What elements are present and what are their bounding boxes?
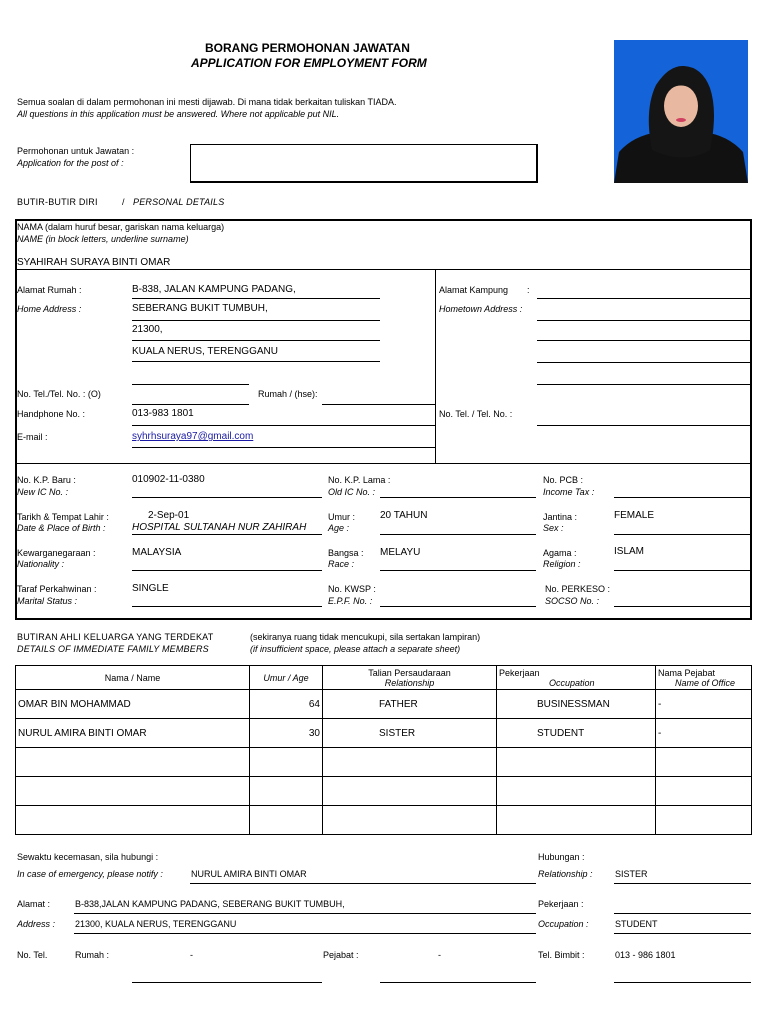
family-occupation-cell — [497, 777, 656, 806]
home-address-label-malay: Alamat Rumah : — [17, 285, 82, 295]
home-address-label-english: Home Address : — [17, 304, 82, 314]
col-header-office: Nama Pejabat Name of Office — [656, 666, 752, 690]
pob-value: HOSPITAL SULTANAH NUR ZAHIRAH — [132, 522, 307, 533]
emergency-mobile-value: 013 - 986 1801 — [615, 950, 676, 960]
family-note-malay: (sekiranya ruang tidak mencukupi, sila sertakan lampiran) — [250, 632, 481, 642]
name-label-english: NAME (in block letters, underline surname) — [17, 234, 189, 244]
race-value: MELAYU — [380, 547, 421, 558]
socso-label-malay: No. PERKESO : — [545, 584, 611, 594]
applicant-photo — [614, 40, 748, 183]
family-relationship-cell — [323, 806, 497, 835]
sex-label-malay: Jantina : — [543, 512, 578, 522]
home-address-line-3: 21300, — [132, 324, 163, 335]
family-name-cell: OMAR BIN MOHAMMAD — [16, 690, 250, 719]
emergency-address-label-english: Address : — [17, 919, 56, 929]
family-age-cell — [250, 777, 323, 806]
col-header-name: Nama / Name — [16, 666, 250, 690]
family-office-cell — [656, 777, 752, 806]
handphone-label: Handphone No. : — [17, 409, 86, 419]
marital-value: SINGLE — [132, 583, 169, 594]
nationality-value: MALAYSIA — [132, 547, 182, 558]
marital-label-english: Marital Status : — [17, 596, 78, 606]
family-occupation-cell — [497, 806, 656, 835]
personal-section-malay: BUTIR-BUTIR DIRI — [17, 197, 98, 207]
applicant-name: SYAHIRAH SURAYA BINTI OMAR — [17, 257, 171, 268]
family-office-cell: - — [656, 690, 752, 719]
title-english: APPLICATION FOR EMPLOYMENT FORM — [191, 56, 427, 70]
old-ic-label-malay: No. K.P. Lama : — [328, 475, 391, 485]
sex-value: FEMALE — [614, 510, 655, 521]
house-tel-label: Rumah / (hse): — [258, 389, 318, 399]
emergency-name: NURUL AMIRA BINTI OMAR — [191, 869, 307, 879]
post-label-malay: Permohonan untuk Jawatan : — [17, 146, 135, 156]
col-header-age: Umur / Age — [250, 666, 323, 690]
family-age-cell — [250, 748, 323, 777]
title-malay: BORANG PERMOHONAN JAWATAN — [205, 41, 410, 55]
hometown-address-colon: : — [527, 285, 530, 295]
family-name-cell — [16, 777, 250, 806]
emergency-house-label: Rumah : — [75, 950, 110, 960]
table-row — [16, 777, 752, 806]
table-row — [16, 748, 752, 777]
emergency-office-value: - — [438, 950, 441, 960]
email-link[interactable]: syhrhsuraya97@gmail.com — [132, 431, 254, 442]
family-office-cell — [656, 748, 752, 777]
table-row — [16, 806, 752, 835]
emergency-occupation-value: STUDENT — [615, 919, 658, 929]
emergency-house-value: - — [190, 950, 193, 960]
family-table — [15, 665, 752, 835]
nationality-label-malay: Kewarganegaraan : — [17, 548, 96, 558]
family-name-cell: NURUL AMIRA BINTI OMAR — [16, 719, 250, 748]
table-row — [16, 690, 752, 719]
family-name-cell — [16, 806, 250, 835]
marital-label-malay: Taraf Perkahwinan : — [17, 584, 97, 594]
post-label-english: Application for the post of : — [17, 158, 124, 168]
age-label-malay: Umur : — [328, 512, 355, 522]
emergency-mobile-label: Tel. Bimbit : — [538, 950, 585, 960]
age-value: 20 TAHUN — [380, 510, 428, 521]
new-ic-label-malay: No. K.P. Baru : — [17, 475, 76, 485]
socso-label-english: SOCSO No. : — [545, 596, 600, 606]
family-occupation-cell — [497, 748, 656, 777]
emergency-address-line-2: 21300, KUALA NERUS, TERENGGANU — [75, 919, 237, 929]
emergency-occupation-label-malay: Pekerjaan : — [538, 899, 584, 909]
family-note-english: (if insufficient space, please attach a separate sheet) — [250, 644, 461, 654]
family-relationship-cell: FATHER — [323, 690, 497, 719]
emergency-tel-label: No. Tel. — [17, 950, 48, 960]
emergency-label-english: In case of emergency, please notify : — [17, 869, 163, 879]
nationality-label-english: Nationality : — [17, 559, 65, 569]
family-relationship-cell — [323, 748, 497, 777]
hometown-address-label-malay: Alamat Kampung — [439, 285, 509, 295]
pcb-label-malay: No. PCB : — [543, 475, 584, 485]
home-address-line-1: B-838, JALAN KAMPUNG PADANG, — [132, 284, 296, 295]
col-header-occupation: Pekerjaan Occupation — [497, 666, 656, 690]
religion-value: ISLAM — [614, 546, 645, 557]
dob-label-malay: Tarikh & Tempat Lahir : — [17, 512, 109, 522]
home-address-line-2: SEBERANG BUKIT TUMBUH, — [132, 303, 268, 314]
emergency-office-label: Pejabat : — [323, 950, 359, 960]
race-label-malay: Bangsa : — [328, 548, 364, 558]
family-name-cell — [16, 748, 250, 777]
family-relationship-cell: SISTER — [323, 719, 497, 748]
race-label-english: Race : — [328, 559, 355, 569]
home-address-line-4: KUALA NERUS, TERENGGANU — [132, 346, 278, 357]
post-input[interactable] — [190, 144, 538, 183]
sex-label-english: Sex : — [543, 523, 564, 533]
family-section-malay: BUTIRAN AHLI KELUARGA YANG TERDEKAT — [17, 632, 214, 642]
emergency-occupation-label-english: Occupation : — [538, 919, 589, 929]
family-age-cell: 30 — [250, 719, 323, 748]
personal-section-separator: / — [122, 197, 125, 207]
personal-section-english: PERSONAL DETAILS — [133, 197, 225, 207]
family-relationship-cell — [323, 777, 497, 806]
emergency-address-line-1: B-838,JALAN KAMPUNG PADANG, SEBERANG BUKIT TUMBUH, — [75, 899, 345, 909]
epf-label-malay: No. KWSP : — [328, 584, 376, 594]
epf-label-english: E.P.F. No. : — [328, 596, 373, 606]
family-table-header — [16, 666, 752, 690]
emergency-relation-label-english: Relationship : — [538, 869, 593, 879]
office-tel-label: No. Tel./Tel. No. : (O) — [17, 389, 101, 399]
family-occupation-cell: BUSINESSMAN — [497, 690, 656, 719]
instruction-english: All questions in this application must be answered. Where not applicable put NIL. — [17, 109, 340, 119]
tel-no-label: No. Tel. / Tel. No. : — [439, 409, 513, 419]
col-header-relationship: Talian Persaudaraan Relationship — [323, 666, 497, 690]
dob-value: 2-Sep-01 — [148, 510, 190, 521]
religion-label-malay: Agama : — [543, 548, 577, 558]
old-ic-label-english: Old IC No. : — [328, 487, 376, 497]
pcb-label-english: Income Tax : — [543, 487, 595, 497]
new-ic-label-english: New IC No. : — [17, 487, 69, 497]
personal-details-box — [15, 219, 752, 620]
emergency-label-malay: Sewaktu kecemasan, sila hubungi : — [17, 852, 159, 862]
table-row — [16, 719, 752, 748]
age-label-english: Age : — [328, 523, 350, 533]
family-age-cell — [250, 806, 323, 835]
family-office-cell — [656, 806, 752, 835]
instruction-malay: Semua soalan di dalam permohonan ini mesti dijawab. Di mana tidak berkaitan tuliskan TIADA. — [17, 97, 397, 107]
family-age-cell: 64 — [250, 690, 323, 719]
handphone-value: 013-983 1801 — [132, 408, 194, 419]
emergency-address-label-malay: Alamat : — [17, 899, 51, 909]
new-ic-value: 010902-11-0380 — [132, 474, 205, 485]
religion-label-english: Religion : — [543, 559, 581, 569]
dob-label-english: Date & Place of Birth : — [17, 523, 106, 533]
emergency-relation-label-malay: Hubungan : — [538, 852, 585, 862]
family-section-english: DETAILS OF IMMEDIATE FAMILY MEMBERS — [17, 644, 209, 654]
family-occupation-cell: STUDENT — [497, 719, 656, 748]
emergency-relation-value: SISTER — [615, 869, 648, 879]
family-office-cell: - — [656, 719, 752, 748]
email-label: E-mail : — [17, 432, 48, 442]
name-label-malay: NAMA (dalam huruf besar, gariskan nama keluarga) — [17, 222, 225, 232]
hometown-address-label-english: Hometown Address : — [439, 304, 523, 314]
